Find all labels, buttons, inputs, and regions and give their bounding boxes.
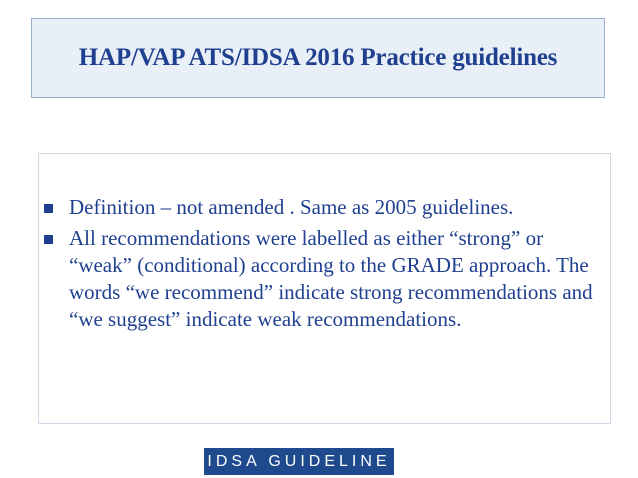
bullet-list — [39, 194, 599, 337]
bullet-item-definition — [39, 194, 599, 221]
slide-title: HAP/VAP ATS/IDSA 2016 Practice guidelines — [78, 44, 558, 71]
square-bullet-icon — [44, 204, 53, 213]
bullet-item-recommendations — [39, 225, 599, 333]
title-box — [31, 18, 605, 98]
bullet-text: Definition – not amended . Same as 2005 guidelines. — [69, 195, 514, 219]
footer-label: IDSA GUIDELINE — [207, 452, 391, 470]
footer-badge — [204, 448, 394, 475]
square-bullet-icon — [44, 235, 53, 244]
content-box — [38, 153, 611, 424]
bullet-text: All recommendations were labelled as either “strong” or “weak” (conditional) according to the GRADE approach. The words “we recommend” indicate strong recommendations and “we suggest” indicate weak recommendations. — [69, 226, 593, 331]
